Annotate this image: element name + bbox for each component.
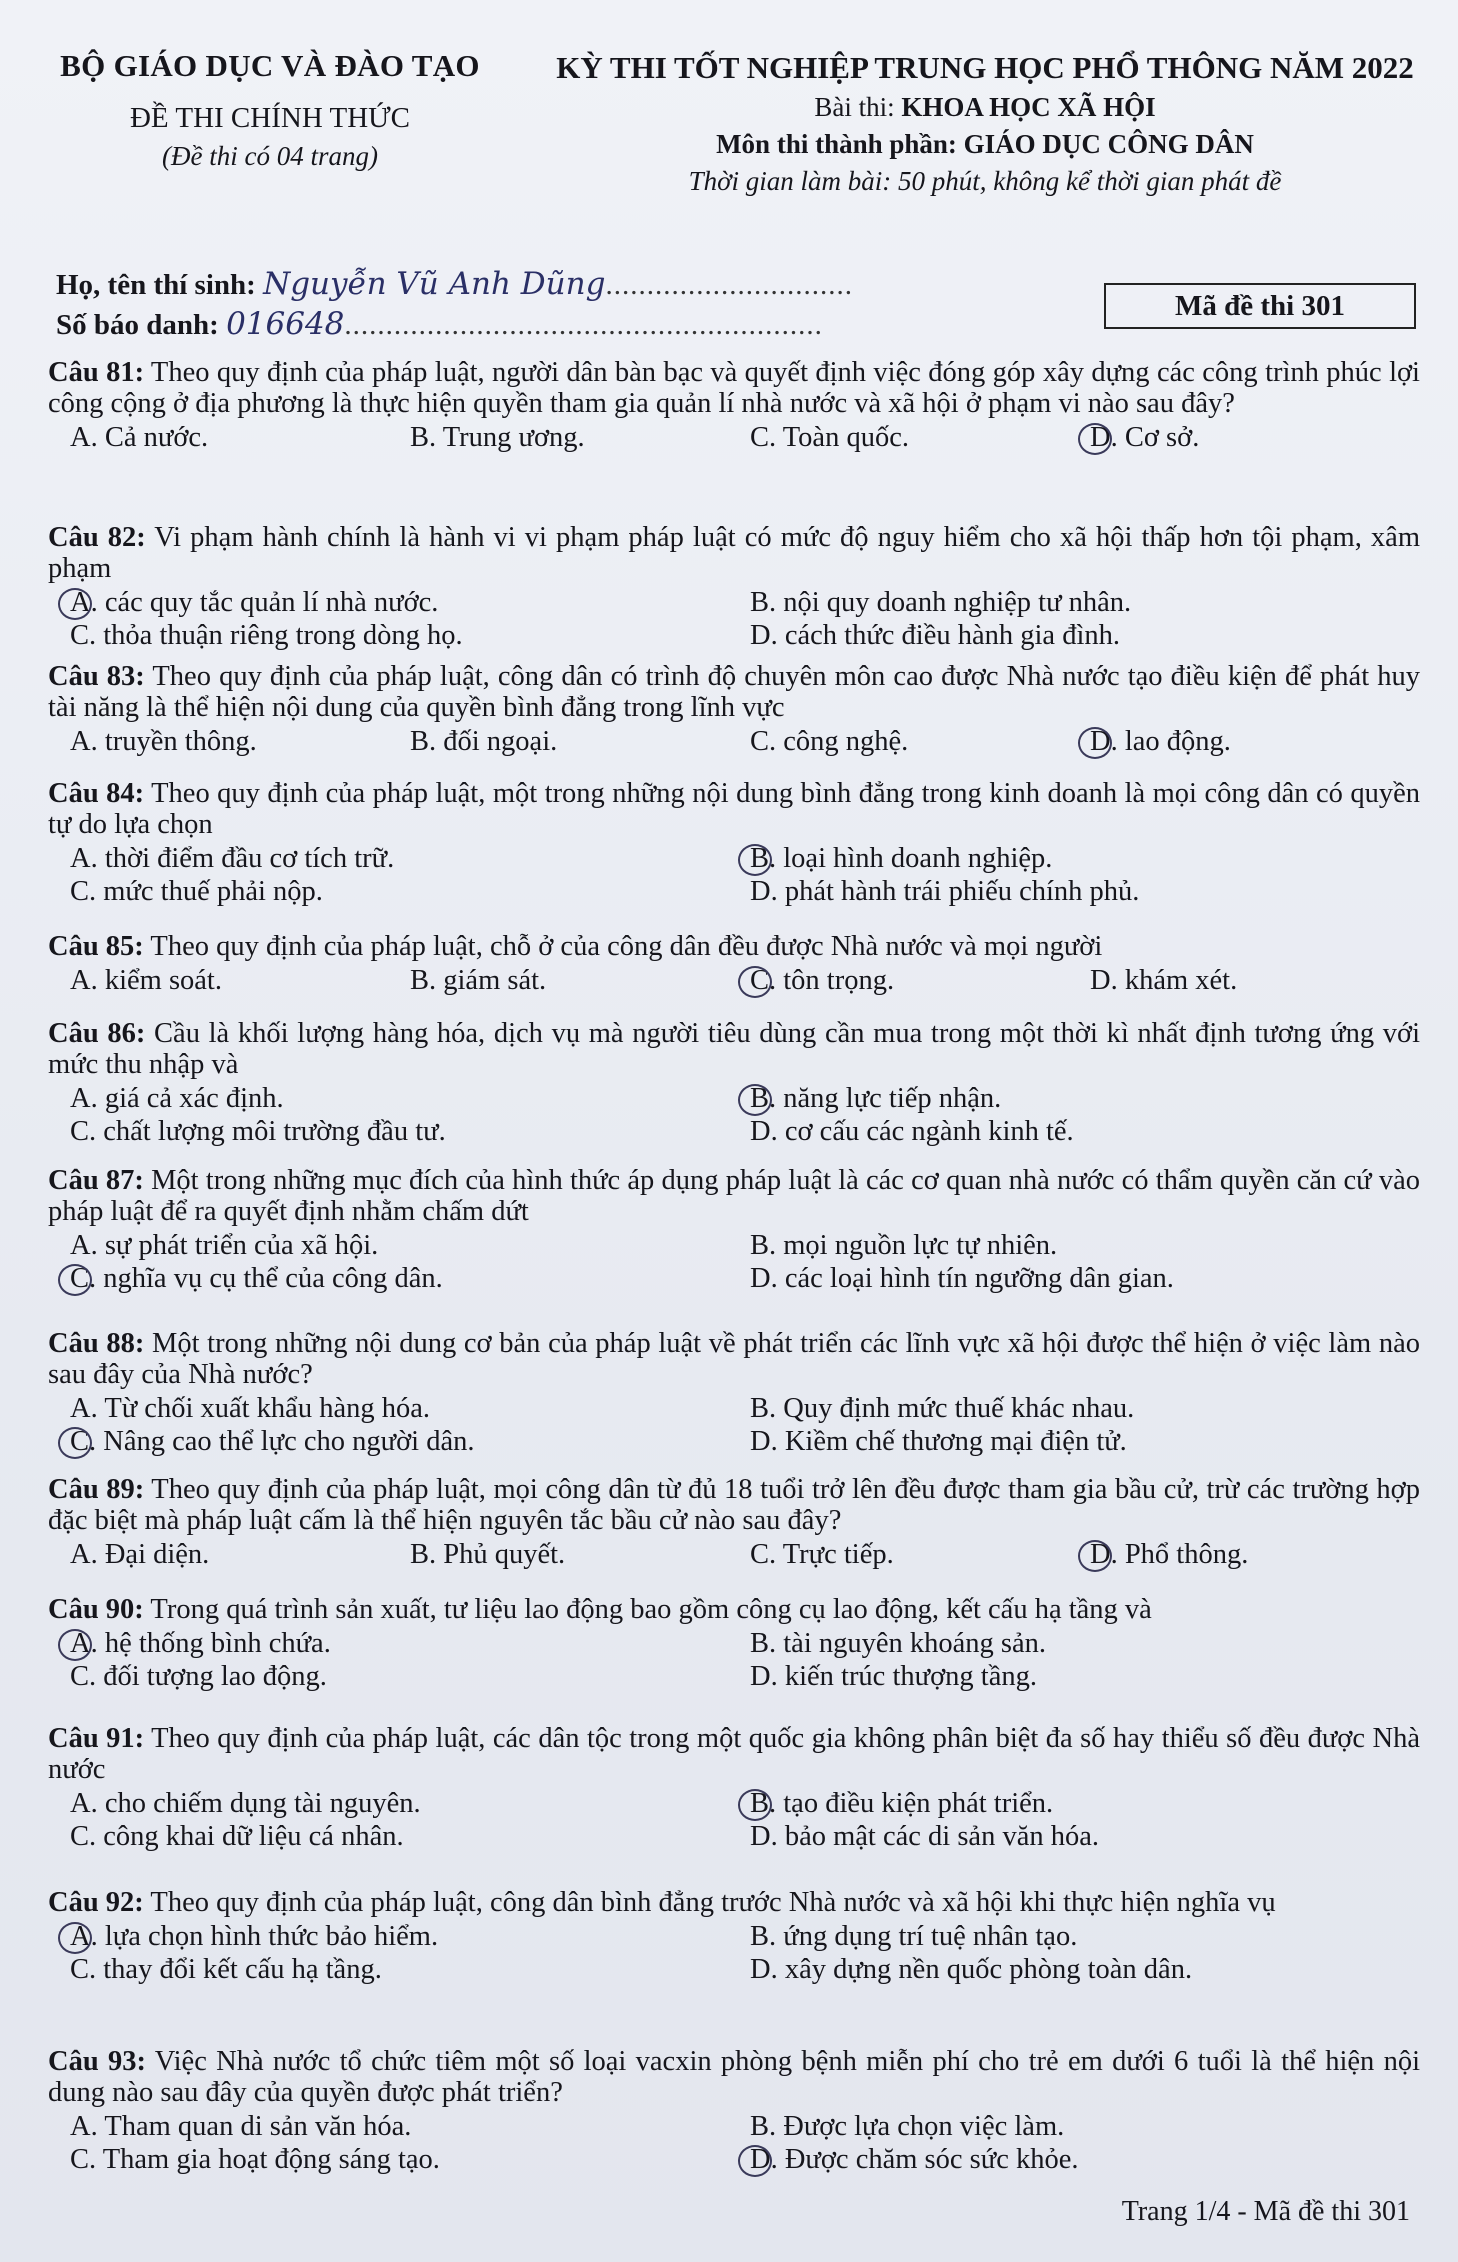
answer-option-text: C. Toàn quốc. bbox=[750, 422, 909, 453]
question bbox=[48, 522, 1420, 652]
answer-options bbox=[48, 1538, 1420, 1571]
answer-option-text: B. mọi nguồn lực tự nhiên. bbox=[750, 1230, 1058, 1261]
answer-option-text: B. giám sát. bbox=[410, 965, 547, 996]
answer-option-text: B. Quy định mức thuế khác nhau. bbox=[750, 1393, 1135, 1424]
question-text: Cầu là khối lượng hàng hóa, dịch vụ mà người tiêu dùng cần mua trong một thời kì nhất định tương ứng với mức thu nhập và bbox=[48, 1018, 1420, 1080]
question-stem bbox=[48, 1165, 1420, 1227]
answer-options bbox=[48, 1229, 1420, 1295]
answer-option[interactable] bbox=[48, 1082, 728, 1115]
answer-options bbox=[48, 842, 1420, 908]
answer-option-text: A. lựa chọn hình thức bảo hiểm. bbox=[70, 1921, 439, 1952]
answer-option[interactable] bbox=[728, 2143, 1408, 2176]
question bbox=[48, 1594, 1420, 1693]
answer-option-text: A. Tham quan di sản văn hóa. bbox=[70, 2111, 412, 2142]
handwritten-answer-circle bbox=[58, 1922, 92, 1954]
answer-option[interactable] bbox=[728, 1660, 1408, 1693]
handwritten-answer-circle bbox=[738, 2145, 772, 2177]
question-number: Câu 89: bbox=[48, 1474, 145, 1505]
answer-option-text: D. cách thức điều hành gia đình. bbox=[750, 620, 1120, 651]
answer-option-text: A. Từ chối xuất khẩu hàng hóa. bbox=[70, 1393, 431, 1424]
question-text: Theo quy định của pháp luật, một trong những nội dung bình đẳng trong kinh doanh là mọi công dân có quyền tự do lựa chọn bbox=[48, 778, 1420, 840]
answer-option-text: C. nghĩa vụ cụ thể của công dân. bbox=[70, 1263, 443, 1294]
answer-option[interactable] bbox=[48, 2110, 728, 2143]
answer-option[interactable] bbox=[728, 875, 1408, 908]
answer-option[interactable] bbox=[48, 842, 728, 875]
answer-option[interactable] bbox=[48, 1425, 728, 1458]
header-left bbox=[40, 48, 500, 172]
question-number: Câu 93: bbox=[48, 2046, 146, 2077]
answer-option[interactable] bbox=[728, 1538, 1068, 1571]
question-number: Câu 91: bbox=[48, 1723, 145, 1754]
exam-title: KỲ THI TỐT NGHIỆP TRUNG HỌC PHỔ THÔNG NĂM 2022 bbox=[556, 50, 1414, 85]
question-stem bbox=[48, 1594, 1420, 1625]
answer-option[interactable] bbox=[728, 964, 1068, 997]
answer-option-text: C. Tham gia hoạt động sáng tạo. bbox=[70, 2144, 440, 2175]
component-name: GIÁO DỤC CÔNG DÂN bbox=[963, 129, 1254, 159]
candidate-info bbox=[56, 262, 853, 342]
answer-option-text: B. đối ngoại. bbox=[410, 726, 558, 757]
answer-option[interactable] bbox=[728, 2110, 1408, 2143]
answer-option-text: C. Nâng cao thể lực cho người dân. bbox=[70, 1426, 475, 1457]
handwritten-answer-circle bbox=[738, 844, 772, 876]
answer-option[interactable] bbox=[728, 1082, 1408, 1115]
header-right bbox=[540, 50, 1430, 197]
question-stem bbox=[48, 1887, 1420, 1918]
answer-option[interactable] bbox=[728, 421, 1068, 454]
question bbox=[48, 1474, 1420, 1571]
question-text: Theo quy định của pháp luật, mọi công dân từ đủ 18 tuổi trở lên đều được tham gia bầu cử, trừ các trường hợp đặc biệt mà pháp luật cấm là thể hiện nguyên tắc bầu cử nào sau đây? bbox=[48, 1474, 1420, 1536]
answer-option[interactable] bbox=[728, 619, 1408, 652]
answer-option-text: D. cơ cấu các ngành kinh tế. bbox=[750, 1116, 1074, 1147]
question-stem bbox=[48, 2046, 1420, 2108]
answer-option-text: C. công khai dữ liệu cá nhân. bbox=[70, 1821, 404, 1852]
answer-option-text: B. Được lựa chọn việc làm. bbox=[750, 2111, 1065, 2142]
answer-option-text: D. các loại hình tín ngưỡng dân gian. bbox=[750, 1263, 1174, 1294]
answer-option[interactable] bbox=[728, 1425, 1408, 1458]
official-label: ĐỀ THI CHÍNH THỨC bbox=[129, 102, 410, 134]
answer-option[interactable] bbox=[48, 1660, 728, 1693]
answer-option-text: C. tôn trọng. bbox=[750, 965, 895, 996]
answer-option[interactable] bbox=[48, 1627, 728, 1660]
handwritten-answer-circle bbox=[1078, 1540, 1112, 1572]
answer-option-text: A. Cả nước. bbox=[70, 422, 209, 453]
subject-label: Bài thi: bbox=[814, 92, 895, 122]
component-label: Môn thi thành phần: bbox=[716, 129, 957, 159]
question-stem bbox=[48, 1723, 1420, 1785]
subject-name: KHOA HỌC XÃ HỘI bbox=[901, 92, 1156, 122]
handwritten-answer-circle bbox=[1078, 423, 1112, 455]
answer-option[interactable] bbox=[48, 964, 388, 997]
answer-option-text: D. phát hành trái phiếu chính phủ. bbox=[750, 876, 1140, 907]
answer-option-text: C. chất lượng môi trường đầu tư. bbox=[70, 1116, 446, 1147]
question-stem bbox=[48, 931, 1420, 962]
answer-option[interactable] bbox=[728, 586, 1408, 619]
answer-option[interactable] bbox=[728, 725, 1068, 758]
answer-option[interactable] bbox=[48, 2143, 728, 2176]
answer-option[interactable] bbox=[1068, 421, 1408, 454]
candidate-id-row bbox=[56, 302, 853, 342]
answer-options bbox=[48, 586, 1420, 652]
candidate-name-label: Họ, tên thí sinh: bbox=[56, 269, 256, 301]
name-dots: .............................. bbox=[605, 269, 853, 301]
answer-option-text: B. nội quy doanh nghiệp tư nhân. bbox=[750, 587, 1132, 618]
question-text: Theo quy định của pháp luật, các dân tộc trong một quốc gia không phân biệt đa số hay thiểu số đều được Nhà nước bbox=[48, 1723, 1420, 1785]
answer-option[interactable] bbox=[728, 1392, 1408, 1425]
handwritten-answer-circle bbox=[738, 1084, 772, 1116]
answer-option-text: D. Cơ sở. bbox=[1090, 422, 1200, 453]
answer-option-text: C. công nghệ. bbox=[750, 726, 909, 757]
answer-option[interactable] bbox=[48, 421, 388, 454]
answer-option-text: A. sự phát triển của xã hội. bbox=[70, 1230, 379, 1261]
answer-option-text: D. xây dựng nền quốc phòng toàn dân. bbox=[750, 1954, 1193, 1985]
question-text: Việc Nhà nước tổ chức tiêm một số loại vacxin phòng bệnh miễn phí cho trẻ em dưới 6 tuổi là thể hiện nội dung nào sau đây của quyền được phát triển? bbox=[48, 2046, 1420, 2108]
answer-option[interactable] bbox=[1068, 964, 1408, 997]
answer-option[interactable] bbox=[388, 421, 728, 454]
question bbox=[48, 1165, 1420, 1295]
answer-option[interactable] bbox=[48, 1920, 728, 1953]
answer-option-text: D. kiến trúc thượng tầng. bbox=[750, 1661, 1037, 1692]
answer-options bbox=[48, 1392, 1420, 1458]
answer-option-text: A. Đại diện. bbox=[70, 1539, 210, 1570]
question-stem bbox=[48, 661, 1420, 723]
question-stem bbox=[48, 1018, 1420, 1080]
answer-option[interactable] bbox=[728, 1920, 1408, 1953]
answer-option[interactable] bbox=[728, 842, 1408, 875]
answer-option-text: D. Phổ thông. bbox=[1090, 1539, 1249, 1570]
handwritten-answer-circle bbox=[58, 588, 92, 620]
answer-option[interactable] bbox=[48, 1538, 388, 1571]
question-text: Theo quy định của pháp luật, công dân bình đẳng trước Nhà nước và xã hội khi thực hiện nghĩa vụ bbox=[143, 1887, 1276, 1918]
answer-option[interactable] bbox=[48, 1953, 728, 1986]
question-number: Câu 85: bbox=[48, 931, 144, 962]
answer-option[interactable] bbox=[48, 1115, 728, 1148]
answer-option-text: C. mức thuế phải nộp. bbox=[70, 876, 323, 907]
answer-option-text: A. kiểm soát. bbox=[70, 965, 222, 996]
answer-options bbox=[48, 1627, 1420, 1693]
question-number: Câu 87: bbox=[48, 1165, 144, 1196]
question-text: Một trong những mục đích của hình thức áp dụng pháp luật là các cơ quan nhà nước có thẩm quyền căn cứ vào pháp luật để ra quyết định nhằm chấm dứt bbox=[48, 1165, 1420, 1227]
answer-option-text: A. hệ thống bình chứa. bbox=[70, 1628, 331, 1659]
page-count-note: (Đề thi có 04 trang) bbox=[162, 141, 378, 171]
question-number: Câu 92: bbox=[48, 1887, 144, 1918]
question bbox=[48, 1887, 1420, 1986]
question bbox=[48, 931, 1420, 997]
answer-option-text: B. tạo điều kiện phát triển. bbox=[750, 1788, 1054, 1819]
answer-option[interactable] bbox=[728, 1953, 1408, 1986]
answer-options bbox=[48, 421, 1420, 454]
answer-option-text: D. Được chăm sóc sức khỏe. bbox=[750, 2144, 1079, 2175]
answer-option-text: C. thay đổi kết cấu hạ tầng. bbox=[70, 1954, 382, 1985]
question-stem bbox=[48, 778, 1420, 840]
answer-option[interactable] bbox=[728, 1229, 1408, 1262]
answer-option[interactable] bbox=[48, 875, 728, 908]
answer-option[interactable] bbox=[728, 1115, 1408, 1148]
question-number: Câu 83: bbox=[48, 661, 145, 692]
answer-option[interactable] bbox=[728, 1262, 1408, 1295]
question bbox=[48, 661, 1420, 758]
answer-options bbox=[48, 1920, 1420, 1986]
handwritten-answer-circle bbox=[58, 1629, 92, 1661]
candidate-id-label: Số báo danh: bbox=[56, 309, 219, 341]
answer-option-text: A. các quy tắc quản lí nhà nước. bbox=[70, 587, 439, 618]
answer-option[interactable] bbox=[48, 1392, 728, 1425]
answer-option[interactable] bbox=[728, 1627, 1408, 1660]
answer-option-text: A. giá cả xác định. bbox=[70, 1083, 284, 1114]
question bbox=[48, 2046, 1420, 2176]
question-number: Câu 88: bbox=[48, 1328, 145, 1359]
id-dots: .......................................................... bbox=[344, 309, 823, 341]
answer-option[interactable] bbox=[48, 619, 728, 652]
candidate-id-handwritten: 016648 bbox=[226, 306, 345, 342]
question bbox=[48, 778, 1420, 908]
question bbox=[48, 357, 1420, 454]
handwritten-answer-circle bbox=[738, 966, 772, 998]
answer-options bbox=[48, 2110, 1420, 2176]
answer-option[interactable] bbox=[388, 725, 728, 758]
handwritten-answer-circle bbox=[1078, 727, 1112, 759]
question-number: Câu 81: bbox=[48, 357, 145, 388]
answer-options bbox=[48, 1787, 1420, 1853]
answer-option-text: D. khám xét. bbox=[1090, 965, 1238, 996]
question-text: Một trong những nội dung cơ bản của pháp luật về phát triển các lĩnh vực xã hội được thể hiện ở việc làm nào sau đây của Nhà nước? bbox=[48, 1328, 1420, 1390]
answer-option-text: D. lao động. bbox=[1090, 726, 1231, 757]
time-note: Thời gian làm bài: 50 phút, không kể thời gian phát đề bbox=[688, 166, 1282, 196]
answer-option-text: D. bảo mật các di sản văn hóa. bbox=[750, 1821, 1099, 1852]
component-line bbox=[540, 129, 1430, 160]
question-text: Theo quy định của pháp luật, chỗ ở của công dân đều được Nhà nước và mọi người bbox=[143, 931, 1103, 962]
candidate-name-row bbox=[56, 262, 853, 302]
answer-option[interactable] bbox=[1068, 1538, 1408, 1571]
question-stem bbox=[48, 1474, 1420, 1536]
question-number: Câu 86: bbox=[48, 1018, 146, 1049]
answer-option-text: B. năng lực tiếp nhận. bbox=[750, 1083, 1002, 1114]
question-text: Theo quy định của pháp luật, công dân có trình độ chuyên môn cao được Nhà nước tạo điều kiện để phát huy tài năng là thể hiện nội dung của quyền bình đẳng trong lĩnh vực bbox=[48, 661, 1420, 723]
question bbox=[48, 1018, 1420, 1148]
exam-code-box: Mã đề thi 301 bbox=[1104, 283, 1416, 329]
answer-option[interactable] bbox=[388, 1538, 728, 1571]
question-stem bbox=[48, 522, 1420, 584]
question bbox=[48, 1328, 1420, 1458]
question-text: Theo quy định của pháp luật, người dân bàn bạc và quyết định việc đóng góp xây dựng các công trình phúc lợi công cộng ở địa phương là thực hiện quyền tham gia quản lí nhà nước và xã hội ở phạm vi nào sau đây? bbox=[48, 357, 1420, 419]
answer-option[interactable] bbox=[388, 964, 728, 997]
answer-option[interactable] bbox=[48, 1787, 728, 1820]
answer-option[interactable] bbox=[48, 1229, 728, 1262]
answer-option[interactable] bbox=[48, 725, 388, 758]
answer-option-text: B. Phủ quyết. bbox=[410, 1539, 566, 1570]
answer-option-text: A. thời điểm đầu cơ tích trữ. bbox=[70, 843, 395, 874]
answer-option[interactable] bbox=[48, 1820, 728, 1853]
answer-option[interactable] bbox=[48, 1262, 728, 1295]
answer-options bbox=[48, 964, 1420, 997]
answer-option[interactable] bbox=[48, 586, 728, 619]
answer-options bbox=[48, 725, 1420, 758]
question-number: Câu 84: bbox=[48, 778, 145, 809]
answer-option-text: A. truyền thông. bbox=[70, 726, 257, 757]
question-number: Câu 82: bbox=[48, 522, 146, 553]
question-stem bbox=[48, 357, 1420, 419]
answer-option-text: C. đối tượng lao động. bbox=[70, 1661, 327, 1692]
answer-option[interactable] bbox=[1068, 725, 1408, 758]
page-footer: Trang 1/4 - Mã đề thi 301 bbox=[1121, 2196, 1410, 2227]
handwritten-answer-circle bbox=[58, 1427, 92, 1459]
question-text: Vi phạm hành chính là hành vi vi phạm pháp luật có mức độ nguy hiểm cho xã hội thấp hơn tội phạm, xâm phạm bbox=[48, 522, 1420, 584]
answer-option-text: C. Trực tiếp. bbox=[750, 1539, 894, 1570]
handwritten-answer-circle bbox=[738, 1789, 772, 1821]
question bbox=[48, 1723, 1420, 1853]
answer-options bbox=[48, 1082, 1420, 1148]
ministry-name: BỘ GIÁO DỤC VÀ ĐÀO TẠO bbox=[60, 48, 480, 83]
handwritten-answer-circle bbox=[58, 1264, 92, 1296]
answer-option-text: A. cho chiếm dụng tài nguyên. bbox=[70, 1788, 421, 1819]
answer-option[interactable] bbox=[728, 1820, 1408, 1853]
question-text: Trong quá trình sản xuất, tư liệu lao động bao gồm công cụ lao động, kết cấu hạ tầng và bbox=[143, 1594, 1152, 1625]
answer-option-text: B. Trung ương. bbox=[410, 422, 585, 453]
answer-option[interactable] bbox=[728, 1787, 1408, 1820]
answer-option-text: B. tài nguyên khoáng sản. bbox=[750, 1628, 1047, 1659]
answer-option-text: C. thỏa thuận riêng trong dòng họ. bbox=[70, 620, 463, 651]
answer-option-text: D. Kiềm chế thương mại điện tử. bbox=[750, 1426, 1127, 1457]
candidate-name-handwritten: Nguyễn Vũ Anh Dũng bbox=[263, 266, 606, 302]
answer-option-text: B. loại hình doanh nghiệp. bbox=[750, 843, 1053, 874]
question-stem bbox=[48, 1328, 1420, 1390]
subject-line bbox=[540, 92, 1430, 123]
answer-option-text: B. ứng dụng trí tuệ nhân tạo. bbox=[750, 1921, 1078, 1952]
question-number: Câu 90: bbox=[48, 1594, 144, 1625]
